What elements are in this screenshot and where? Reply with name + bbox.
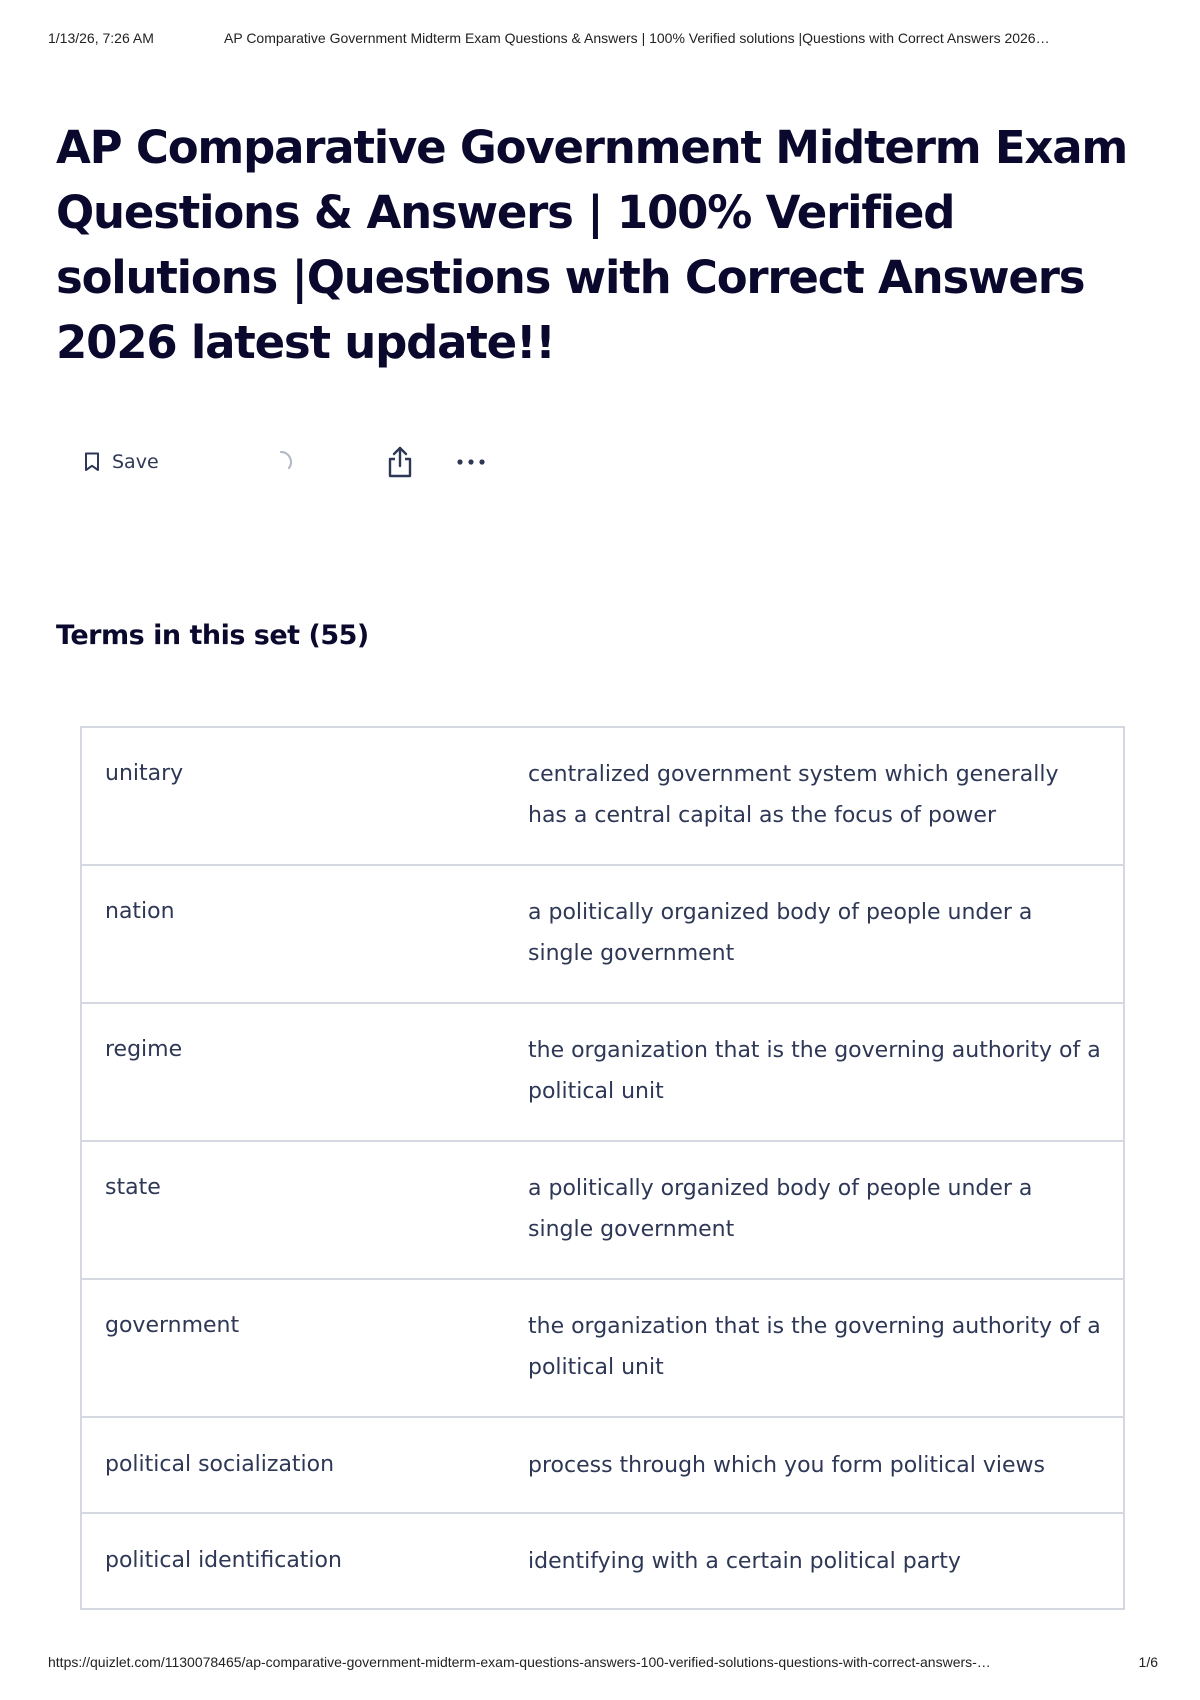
more-icon — [456, 458, 486, 466]
term-text: government — [105, 1313, 240, 1338]
print-document-title: AP Comparative Government Midterm Exam Questions & Answers | 100% Verified solutions |Questions with Correct Answers 2026… — [224, 30, 1050, 46]
term-text: state — [105, 1175, 161, 1200]
term-text: regime — [105, 1037, 183, 1062]
print-footer — [48, 1654, 1158, 1676]
definition-text: the organization that is the governing authority of a political unit — [528, 1038, 1101, 1104]
bookmark-icon — [84, 452, 100, 472]
terms-list — [80, 726, 1125, 1610]
term-row — [80, 864, 1125, 1004]
term-text: nation — [105, 899, 175, 924]
definition-text: process through which you form political views — [528, 1452, 1045, 1478]
term-text: political identification — [105, 1548, 342, 1573]
loading-indicator — [268, 440, 298, 484]
definition-text: the organization that is the governing authority of a political unit — [528, 1314, 1101, 1380]
definition-text: centralized government system which generally has a central capital as the focus of power — [528, 762, 1059, 828]
more-options-button[interactable] — [456, 440, 490, 484]
term-row — [80, 1416, 1125, 1514]
term-row — [80, 1140, 1125, 1280]
page-title: AP Comparative Government Midterm Exam Questions & Answers | 100% Verified solutions |Questions with Correct Answers 2026 latest update!! — [56, 121, 1128, 369]
print-timestamp: 1/13/26, 7:26 AM — [48, 30, 154, 46]
term-text: unitary — [105, 761, 184, 786]
spinner-icon — [268, 449, 294, 475]
share-button[interactable] — [386, 440, 420, 484]
print-url: https://quizlet.com/1130078465/ap-comparative-government-midterm-exam-questions-answers-100-verified-solutions-questions-with-correct-answers-… — [48, 1654, 991, 1670]
set-toolbar — [84, 440, 524, 484]
definition-text: identifying with a certain political party — [528, 1548, 961, 1574]
term-row — [80, 1512, 1125, 1610]
term-text: political socialization — [105, 1452, 335, 1477]
share-icon — [386, 445, 414, 479]
print-header — [48, 30, 1158, 54]
page-indicator: 1/6 — [1138, 1654, 1158, 1670]
definition-text: a politically organized body of people under a single government — [528, 900, 1033, 966]
term-row — [80, 1278, 1125, 1418]
save-button-label: Save — [112, 451, 159, 473]
definition-text: a politically organized body of people under a single government — [528, 1176, 1033, 1242]
save-button[interactable] — [84, 440, 184, 484]
term-row — [80, 1002, 1125, 1142]
term-row — [80, 726, 1125, 866]
terms-heading: Terms in this set (55) — [56, 620, 369, 651]
